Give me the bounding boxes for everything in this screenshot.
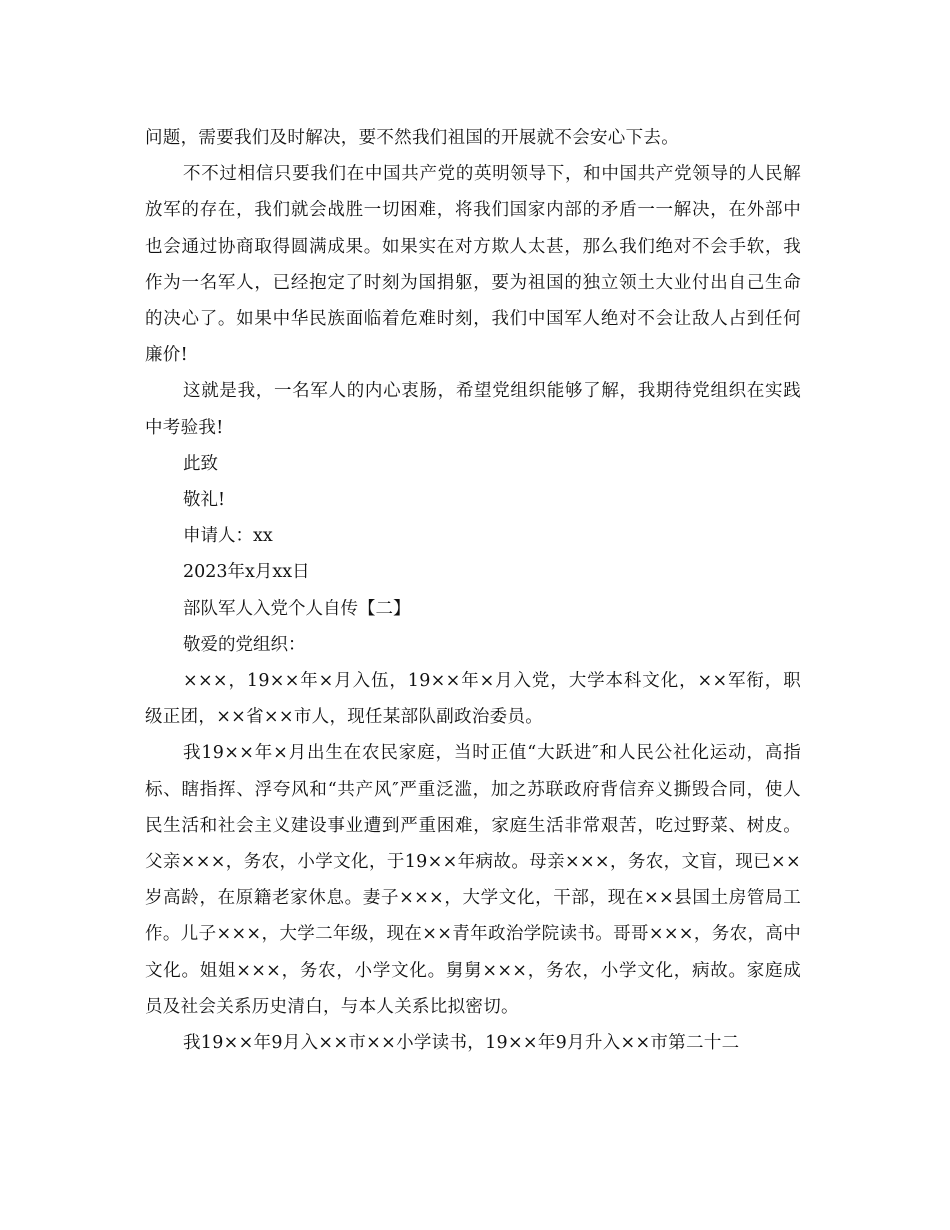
paragraph-family: 我19××年×月出生在农民家庭，当时正值“大跃进″和人民公社化运动，高指标、瞎指挥、浮夸风和“共产风″严重泛滥，加之苏联政府背信弃义撕毁合同，使人民生活和社会主义建设事业遭到严重困难，家庭生活非常艰苦，吃过野菜、树皮。父亲×××，务农，小学文化，于19××年病故。母亲×××，务农，文盲，现已××岁高龄，在原籍老家休息。妻子×××，大学文化，干部，现在××县国土房管局工作。儿子×××，大学二年级，现在××青年政治学院读书。哥哥×××，务农，高中文化。姐姐×××，务农，小学文化。舅舅×××，务农，小学文化，病故。家庭成员及社会关系历史清白，与本人关系比拟密切。	[145, 743, 801, 1017]
paragraph-education: 我19××年9月入××市××小学读书，19××年9月升入××市第二十二	[183, 1033, 740, 1054]
paragraph-continuation: 问题，需要我们及时解决，要不然我们祖国的开展就不会安心下去。	[145, 128, 679, 148]
letter-date: 2023年x月xx日	[183, 562, 310, 583]
section-title: 部队军人入党个人自传【二】	[183, 598, 411, 619]
closing-salutation: 此致	[183, 453, 218, 474]
paragraph-profile: ×××，19××年×月入伍，19××年×月入党，大学本科文化，××军衔，职级正团，××省××市人，现任某部队副政治委员。	[145, 671, 801, 728]
applicant-name: 申请人：xx	[183, 526, 273, 547]
document-page	[145, 120, 801, 1061]
paragraph-heartfelt: 这就是我，一名军人的内心衷肠，希望党组织能够了解，我期待党组织在实践中考验我!	[145, 381, 801, 438]
greeting: 敬爱的党组织：	[183, 634, 306, 655]
closing-respect: 敬礼!	[183, 490, 226, 511]
paragraph-resolve: 不不过相信只要我们在中国共产党的英明领导下，和中国共产党领导的人民解放军的存在，我们就会战胜一切困难，将我们国家内部的矛盾一一解决，在外部中也会通过协商取得圆满成果。如果实在对方欺人太甚，那么我们绝对不会手软，我作为一名军人，已经抱定了时刻为国捐躯，要为祖国的独立领土大业付出自己生命的决心了。如果中华民族面临着危难时刻，我们中国军人绝对不会让敌人占到任何廉价!	[145, 164, 801, 366]
